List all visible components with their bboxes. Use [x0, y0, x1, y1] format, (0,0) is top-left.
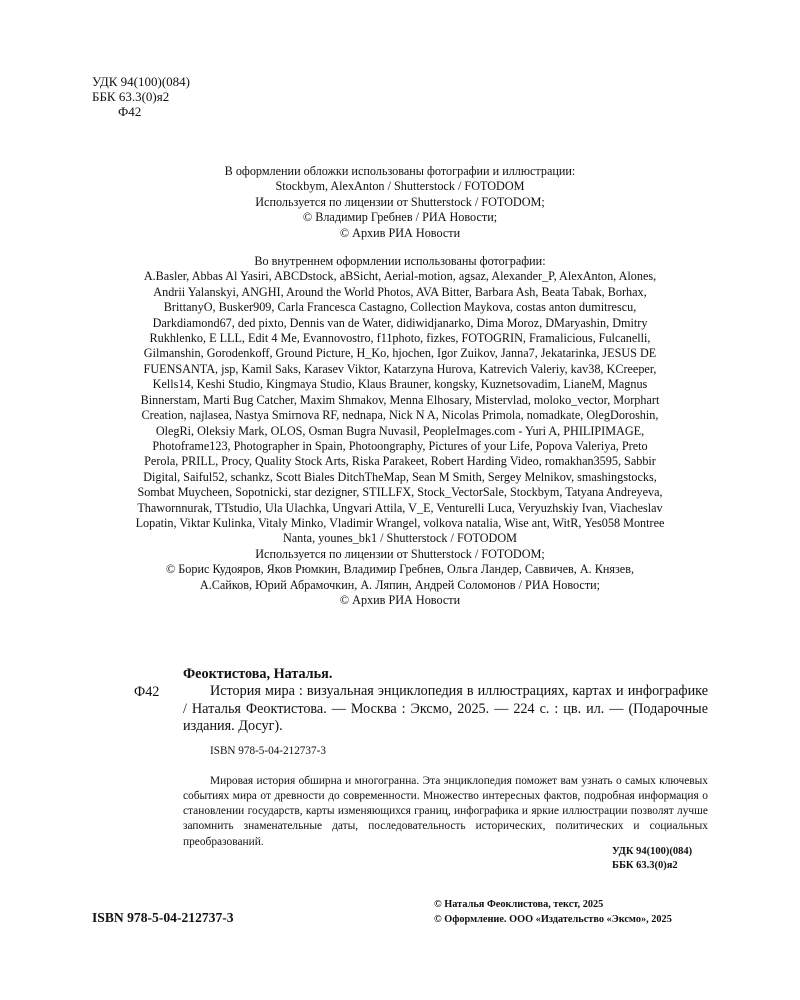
cover-credits [92, 164, 708, 241]
interior-credit-line: Photoframe123, Photographer in Spain, Photoongraphy, Pictures of your Life, Popova Valeriya, Preto [152, 438, 648, 453]
interior-credit-line: OlegRi, Oleksiy Mark, OLOS, Osman Bugra Nuvasil, PeopleImages.com - Yuri A, PHILIPIMAGE, [155, 423, 645, 438]
interior-credit-line: Используется по лицензии от Shutterstock / FOTODOM; [255, 546, 545, 561]
interior-credit-line: Andrii Yalanskyi, ANGHI, Around the World Photos, AVA Bitter, Barbara Ash, Beata Tabak, Borhax, [153, 284, 647, 299]
copyright-design: © Оформление. ООО «Издательство «Эксмо», 2025 [434, 914, 672, 925]
photo-credits [92, 164, 708, 608]
copyright-block [434, 897, 672, 927]
interior-credit-line: Creation, najlasea, Nastya Smirnova RF, nednapa, Nick N A, Nicolas Primola, nomadkate, OlegDoroshin, [141, 408, 659, 423]
udk-code: УДК 94(100)(084) [92, 74, 190, 89]
author-heading: Феоктистова, Наталья. [183, 666, 333, 682]
copyright-text: © Наталья Феоклистова, текст, 2025 [434, 899, 604, 910]
interior-credit-line: Digital, Saiful52, schankz, Scott Biales DitchTheMap, Sean M Smith, Sergey Melnikov, smashingstocks, [143, 469, 657, 484]
interior-credit-line: Rukhlenko, E LLL, Edit 4 Me, Evannovostro, f11photo, fizkes, FOTOGRIN, Framalicious, Fulcanelli, [149, 331, 651, 346]
interior-credit-line: BrittanyO, Busker909, Carla Francesca Castagno, Collection Maykova, costas anton dumitrescu, [163, 300, 637, 315]
bibliography-bbk: ББК 63.3(0)я2 [612, 860, 678, 871]
interior-credit-line: Во внутреннем оформлении использованы фотографии: [254, 254, 546, 269]
author-mark-entry: Ф42 [134, 684, 160, 700]
interior-credit-line: Gilmanshin, Gorodenkoff, Ground Picture, H_Ko, hjochen, Igor Zuikov, Janna7, Jekatarinka, JESUS DE [143, 346, 657, 361]
cover-credit-line: В оформлении обложки использованы фотографии и иллюстрации: [224, 164, 576, 178]
bibliography-udk: УДК 94(100)(084) [612, 846, 693, 857]
bbk-code: ББК 63.3(0)я2 [92, 89, 170, 104]
annotation: Мировая история обширна и многогранна. Эта энциклопедия поможет вам узнать о самых ключевых событиях мира от древности до современности. Множество интересных фактов, подробная информация о становлении государств, карты изменяющихся границ, инфографика и яркие иллюстрации позволят лучше запомнить знаменательные даты, последовательность исторических, политических и социальных преобразований. [183, 774, 708, 848]
interior-credit-line: Darkdiamond67, ded pixto, Dennis van de Water, didiwidjanarko, Dima Moroz, DMaryashin, Dmitry [152, 315, 648, 330]
cover-credit-line: Используется по лицензии от Shutterstock / FOTODOM; [255, 194, 545, 209]
interior-credits [92, 254, 708, 608]
cover-credit-line: © Архив РИА Новости [339, 225, 461, 240]
interior-credit-line: © Архив РИА Новости [339, 592, 461, 607]
interior-credit-line: Thawornnurak, TTstudio, Ula Ulachka, Ungvari Attila, V_E, Venturelli Luca, Veryuzhskiy Ivan, Viacheslav [137, 500, 663, 515]
isbn-entry: ISBN 978-5-04-212737-3 [210, 744, 326, 757]
bibliographic-record [134, 666, 708, 850]
title-description: История мира : визуальная энциклопедия в иллюстрациях, картах и инфографике / Наталья Феоктистова. — Москва : Эксмо, 2025. — 224 с. : цв. ил. — (Подарочные издания. Досуг). [183, 683, 708, 734]
classification-codes [92, 74, 190, 119]
cover-credit-line: Stockbym, AlexAnton / Shutterstock / FOTODOM [275, 179, 525, 194]
interior-credit-line: FUENSANTA, jsp, Kamil Saks, Karasev Viktor, Katarzyna Hurova, Katrevich Valeriy, kav38, KCreeper, [143, 361, 657, 376]
interior-credit-line: Kells14, Keshi Studio, Kingmaya Studio, Klaus Brauner, kongsky, Kuznetsovadim, LianeM, Magnus [152, 377, 648, 392]
interior-credit-line: Nanta, younes_bk1 / Shutterstock / FOTODOM [282, 531, 518, 546]
interior-credit-line: Sombat Muycheen, Sopotnicki, star dezigner, STILLFX, Stock_VectorSale, Stockbym, Tatyana Andreyeva, [137, 485, 663, 500]
interior-credit-line: А.Сайков, Юрий Абрамочкин, А. Ляпин, Андрей Соломонов / РИА Новости; [199, 577, 601, 592]
interior-credit-line: Perola, PRILL, Procy, Quality Stock Arts, Riska Parakeet, Robert Harding Video, romakhan3595, Sabbir [144, 454, 656, 469]
footer-isbn: ISBN 978-5-04-212737-3 [92, 910, 234, 925]
bibliography-codes [612, 845, 708, 873]
interior-credit-line: © Борис Кудояров, Яков Рюмкин, Владимир Гребнев, Ольга Ландер, Саввичев, А. Князев, [165, 562, 635, 577]
interior-credit-line: Binnerstam, Marti Bug Catcher, Maxim Shmakov, Menna Elhosary, Mistervlad, moloko_vector, Morphart [140, 392, 660, 407]
author-mark: Ф42 [118, 104, 142, 119]
interior-credit-line: A.Basler, Abbas Al Yasiri, ABCDstock, aBSicht, Aerial-motion, agsaz, Alexander_P, AlexAnton, Alones, [143, 269, 657, 284]
cover-credit-line: © Владимир Гребнев / РИА Новости; [302, 210, 498, 225]
interior-credit-line: Lopatin, Viktar Kulinka, Vitaly Minko, Vladimir Wrangel, volkova natalia, Wise ant, WitR, Yes058 Montree [135, 515, 665, 530]
